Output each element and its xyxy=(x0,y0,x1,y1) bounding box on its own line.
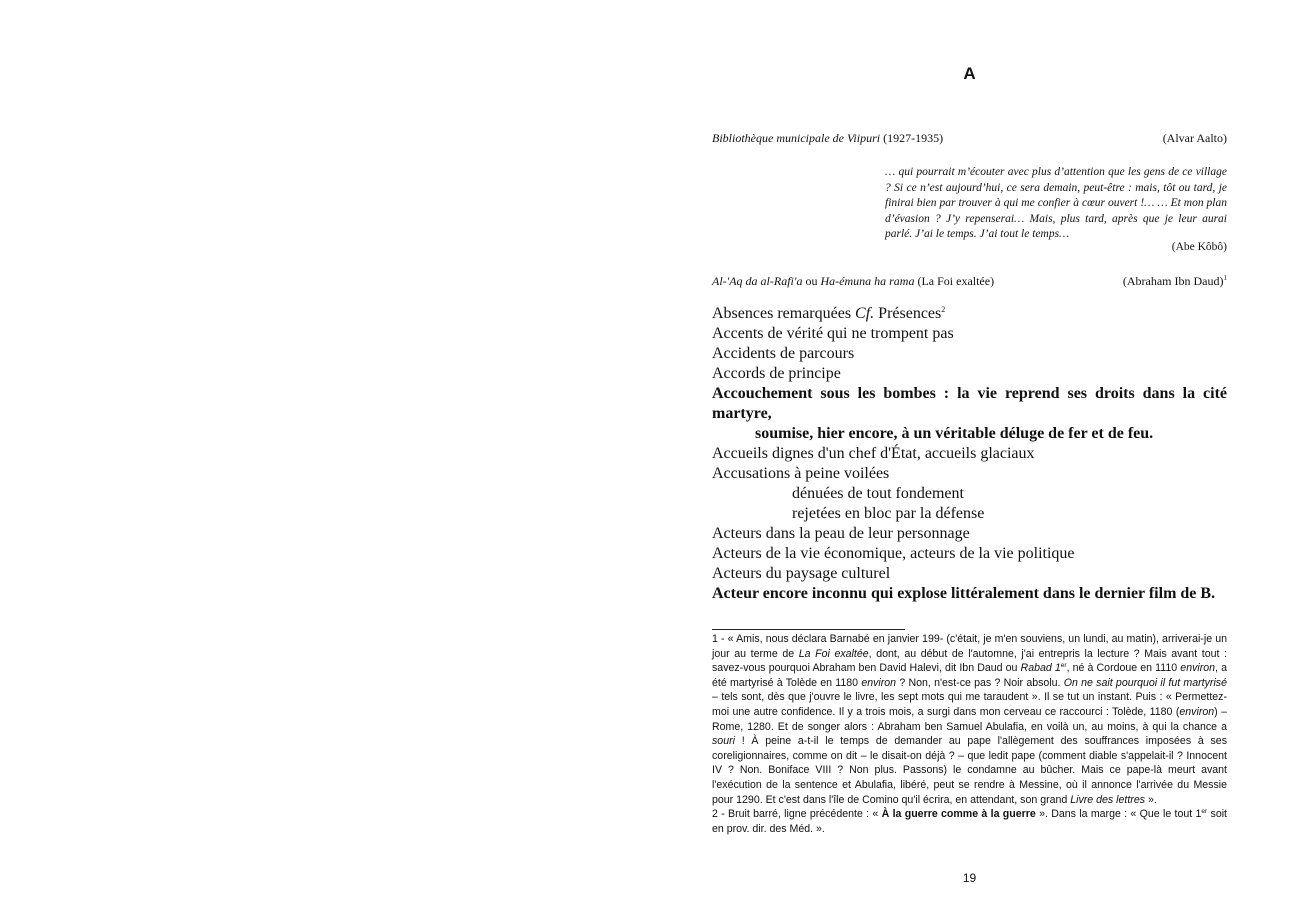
entry-acteurs-paysage: Acteurs du paysage culturel xyxy=(712,565,891,582)
entry-accueils: Accueils dignes d'un chef d'État, accueils glaciaux xyxy=(712,445,1035,462)
entry-accusations-sub-2: rejetées en bloc par la défense xyxy=(792,505,985,522)
entry-absences: Absences remarquées Cf. Présences$^2$ xyxy=(712,305,946,322)
entry-acteurs-peau: Acteurs dans la peau de leur personnage xyxy=(712,525,970,542)
epigraph-text: … qui pourrait m’écouter avec plus d’attention que les gens de ce village ? Si ce n’est aujourd’hui, ce sera demain, peut-être : mais, tôt ou tard, je finirai bien par trouver à qui me confier à cœur ouvert !… … Et mon plan d’évasion ? J’y repenserai… Mais, plus tard, après que je leur aurai parlé. J’ai le temps. J’ai tout le temps… xyxy=(885,166,1227,240)
entry-accouchement: Accouchement sous les bombes : la vie reprend ses droits dans la cité martyre, soumise, hier encore, à un véritable déluge de fer et de feu. xyxy=(712,385,1227,442)
footnote-1: 1 - « Amis, nous déclara Barnabé en janvier 199- (c'était, je m'en souviens, un lundi, au matin), arriverai-je un jour au terme de La Foi exaltée, dont, au début de l'automne, j'ai entrepris la lecture ? Mais avant tout : savez-vous pourquoi Abraham ben David Halevi, dit Ibn Daud ou Rabad 1er, né à Cordoue en 1110 environ, a été martyrisé à Tolède en 1180 environ ? Non, n'est-ce pas ? Noir absolu. On ne sait pourquoi il fut martyrisé – tels sont, dès que j'ouvre le livre, les sept mots qui me taraudent ». Il se tut un instant. Puis : « Permettez-moi une autre confidence. Il y a trois mois, a surgi dans mon cerveau ce raccourci : Tolède, 1180 (environ) – Rome, 1280. Et de songer alors : Abraham ben Samuel Abulafia, en voilà un, au moins, à qui la chance a souri ! À peine a-t-il le temps de demander au pape l'allègement des souffrances imposées à ses coreligionnaires, comme on dit – le disait-on déjà ? – que ledit pape (comment diable s'appelait-il ? Innocent IV ? Non. Boniface VIII ? Non plus. Passons) le condamne au bûcher. Mais ce pape-là meurt avant l'exécution de la sentence et Abulafia, libéré, peut se rendre à Messine, où il annonce l'arrivée du Messie pour 1290. Et c'est dans l'île de Comino qu'il écrira, en attendant, son grand Livre des lettres ». xyxy=(712,633,1227,806)
entry-acteurs-vie: Acteurs de la vie économique, acteurs de la vie politique xyxy=(712,545,1075,562)
book-page xyxy=(712,0,1227,904)
entry-list xyxy=(712,304,1227,604)
footnote-ref-1[interactable]: 1 xyxy=(1223,274,1227,282)
entry-accidents: Accidents de parcours xyxy=(712,345,855,362)
entry-accords: Accords de principe xyxy=(712,365,841,382)
entry-accusations-sub-1: dénuées de tout fondement xyxy=(792,485,964,502)
entry-accents: Accents de vérité qui ne trompent pas xyxy=(712,325,954,342)
footnote-divider xyxy=(712,629,905,630)
entry-accusations: Accusations à peine voilées xyxy=(712,465,890,482)
header-line xyxy=(712,131,1227,146)
footnote-2: 2 - Bruit barré, ligne précédente : « À la guerre comme à la guerre ». Dans la marge : « Que le tout 1er soit en prov. dir. des Méd. ». xyxy=(712,808,1228,835)
footnotes xyxy=(712,632,1227,836)
second-line-title: Al-'Aq da al-Rafi'a ou Ha-émuna ha rama (La Foi exaltée) xyxy=(712,274,995,288)
header-author: (Alvar Aalto) xyxy=(1162,131,1227,145)
page-number: 19 xyxy=(962,871,977,885)
footnote-ref-2[interactable]: 2 xyxy=(941,305,946,314)
section-letter: A xyxy=(963,64,976,83)
entry-acteur-inconnu: Acteur encore inconnu qui explose littéralement dans le dernier film de B. xyxy=(712,585,1216,602)
second-line xyxy=(712,274,1227,289)
epigraph-author: (Abe Kôbô) xyxy=(1171,241,1227,253)
second-line-author: (Abraham Ibn Daud)$^1$ xyxy=(1122,274,1227,288)
header-title: Bibliothèque municipale de Viipuri (1927-1935) xyxy=(712,131,944,145)
